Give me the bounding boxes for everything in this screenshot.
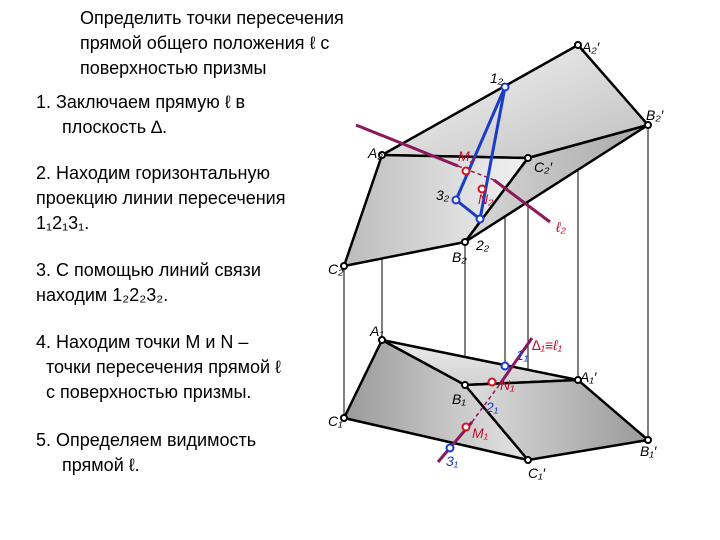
step-5-line-1: 5. Определяем видимость: [36, 430, 257, 450]
vertex-b1: [462, 382, 468, 388]
point-3-frontal: [453, 197, 460, 204]
label-b2: B₂: [452, 249, 467, 265]
vertex-c1p: [525, 457, 531, 463]
label-a1p: A₁′: [580, 369, 597, 385]
label-n1: N₁: [500, 377, 515, 393]
label-l2: ℓ₂: [556, 219, 566, 235]
step-3-line-1: 3. С помощью линий связи: [36, 260, 261, 280]
step-2-line-3: 1₁2₁3₁.: [36, 213, 90, 233]
step-1-line-1: 1. Заключаем прямую ℓ в: [36, 92, 246, 112]
point-2-frontal: [477, 216, 484, 223]
step-4-line-1: 4. Находим точки М и N –: [36, 332, 249, 352]
label-b1: B₁: [452, 391, 466, 407]
label-c1p: C₁′: [528, 465, 546, 481]
label-c2p: C₂′: [534, 159, 553, 175]
label-c1: C₁: [328, 413, 343, 429]
vertex-c2p: [525, 155, 531, 161]
label-b1p: B₁′: [640, 443, 657, 459]
title-line-2: прямой общего положения ℓ с: [80, 33, 330, 53]
label-c2: C₂: [328, 261, 344, 277]
step-1-line-2: плоскость ∆.: [62, 117, 168, 137]
label-2-2: 2₂: [476, 237, 490, 253]
label-m2: M₂: [458, 148, 476, 164]
label-1-2: 1₂: [490, 70, 504, 86]
step-4-line-3: с поверхностью призмы.: [46, 382, 252, 402]
point-m-horizontal: [463, 424, 470, 431]
label-a2: A₂: [368, 145, 383, 161]
label-delta1: ∆₁≡ℓ₁: [532, 337, 563, 353]
point-m-frontal: [463, 168, 470, 175]
title-line-1: Определить точки пересечения: [80, 8, 344, 28]
label-a2p: A₂′: [582, 39, 600, 55]
point-3-horizontal: [447, 445, 454, 452]
label-2-1: 2₁: [486, 399, 499, 415]
vertex-b2: [462, 239, 468, 245]
step-2-line-2: проекцию линии пересечения: [36, 188, 286, 208]
point-1-horizontal: [502, 363, 509, 370]
step-3-line-2: находим 1₂2₂3₂.: [36, 285, 169, 305]
label-b2p: B₂′: [646, 107, 664, 123]
label-1-1: 1₁: [516, 347, 529, 363]
step-4-line-2: точки пересечения прямой ℓ: [46, 357, 281, 377]
step-2-line-1: 2. Находим горизонтальную: [36, 163, 270, 183]
label-n2: N₂: [478, 191, 494, 207]
step-5-line-2: прямой ℓ.: [62, 455, 140, 475]
label-m1: M₁: [472, 425, 489, 441]
label-3-2: 3₂: [436, 187, 450, 203]
label-a1: A₁: [370, 323, 384, 339]
label-3-1: 3₁: [446, 453, 459, 469]
point-n-horizontal: [489, 379, 496, 386]
title-line-3: поверхностью призмы: [80, 58, 267, 78]
vertex-a2p: [575, 42, 581, 48]
